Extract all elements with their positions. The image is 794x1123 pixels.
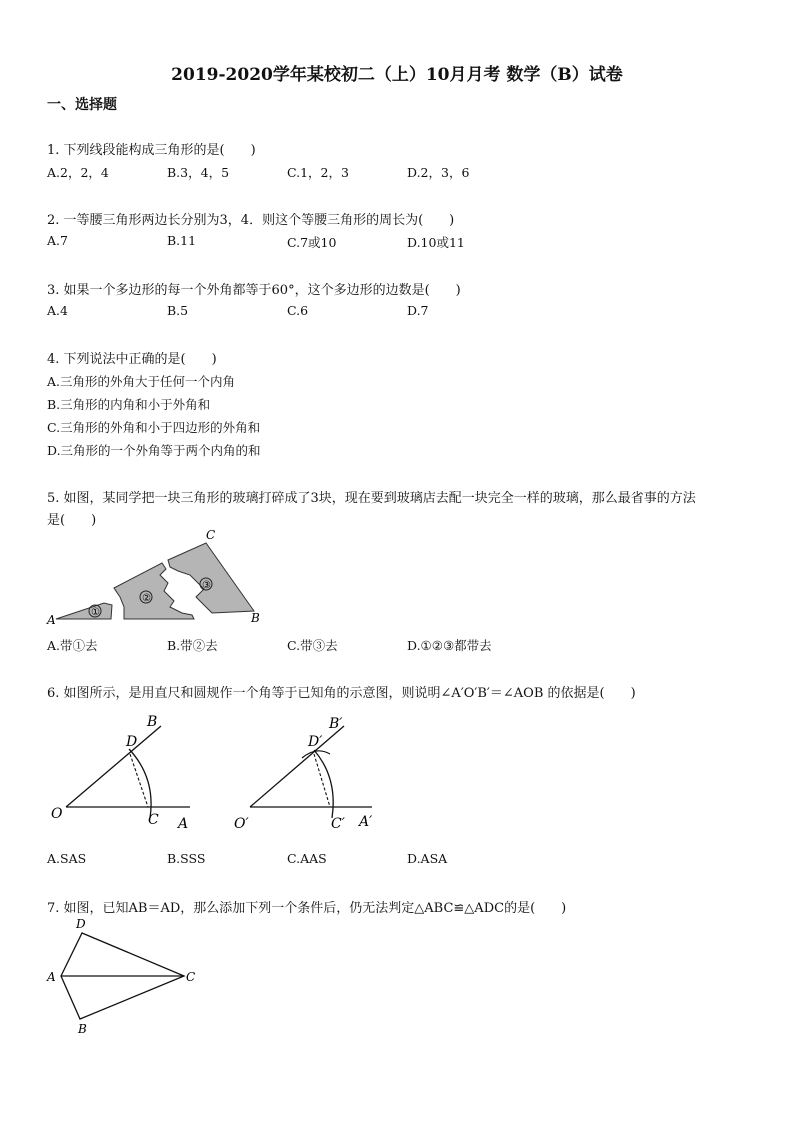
glass-piece-1 [56, 603, 112, 619]
left-label-b: B [147, 714, 158, 730]
left-label-o: O [51, 806, 63, 822]
q2-option-b: B.11 [167, 233, 197, 248]
q6-option-c: C.AAS [287, 851, 327, 866]
piece-3-label: ③ [202, 580, 211, 591]
q1-option-a: A.2，2，4 [47, 165, 109, 180]
q6-option-b: B.SSS [167, 851, 206, 866]
q3-option-c: C.6 [287, 303, 309, 318]
q4-option-a: A.三角形的外角大于任何一个内角 [47, 374, 236, 389]
left-label-a: A [178, 816, 189, 832]
question-7-stem: 7. 如图，已知AB＝AD，那么添加下列一个条件后，仍无法判定△ABC≌△ADC的是( ) [47, 901, 567, 916]
q3-option-a: A.4 [47, 303, 68, 318]
right-label-b: B′ [329, 716, 343, 732]
q6-option-d: D.ASA [407, 851, 448, 866]
page-title: 2019-2020学年某校初二（上）10月月考 数学（B）试卷 [171, 65, 623, 85]
question-1-stem: 1. 下列线段能构成三角形的是( ) [47, 143, 256, 158]
q6-angle-construction-figure [44, 708, 384, 838]
vertex-d-label: D [76, 917, 86, 931]
left-label-c: C [148, 812, 159, 828]
glass-piece-3 [168, 543, 254, 613]
question-3-stem: 3. 如果一个多边形的每一个外角都等于60°，这个多边形的边数是( ) [47, 283, 461, 298]
left-label-d: D [126, 734, 138, 750]
q4-option-d: D.三角形的一个外角等于两个内角的和 [47, 443, 261, 458]
question-2-stem: 2. 一等腰三角形两边长分别为3，4．则这个等腰三角形的周长为( ) [47, 213, 455, 228]
vertex-a-label: A [47, 613, 56, 627]
q5-option-a: A.带①去 [47, 638, 98, 653]
q5-option-c: C.带③去 [287, 638, 338, 653]
piece-2-label: ② [142, 593, 151, 604]
q5-option-b: B.带②去 [167, 638, 218, 653]
q6-option-a: A.SAS [47, 851, 87, 866]
q2-option-d: D.10或11 [407, 235, 465, 250]
q5-broken-glass-figure [44, 525, 274, 630]
piece-1-label: ① [91, 607, 100, 618]
q4-option-b: B.三角形的内角和小于外角和 [47, 397, 211, 412]
right-label-c: C′ [331, 816, 345, 832]
vertex-b-label: B [251, 611, 260, 625]
q4-option-c: C.三角形的外角和小于四边形的外角和 [47, 420, 261, 435]
q2-option-a: A.7 [47, 233, 68, 248]
q1-option-b: B.3，4，5 [167, 165, 230, 180]
section-heading: 一、选择题 [47, 97, 117, 113]
q1-option-c: C.1，2，3 [287, 165, 349, 180]
vertex-c-label: C [206, 528, 216, 542]
q3-option-d: D.7 [407, 303, 429, 318]
right-label-a: A′ [359, 814, 373, 830]
question-6-stem: 6. 如图所示，是用直尺和圆规作一个角等于已知角的示意图，则说明∠A′O′B′＝∠AOB 的依据是( ) [47, 686, 636, 701]
q1-option-d: D.2，3，6 [407, 165, 470, 180]
question-5-stem-line1: 5. 如图，某同学把一块三角形的玻璃打碎成了3块，现在要到玻璃店去配一块完全一样的玻璃，那么最省事的方法 [47, 491, 696, 506]
right-label-o: O′ [234, 816, 249, 832]
right-label-d: D′ [308, 734, 323, 750]
q3-option-b: B.5 [167, 303, 189, 318]
vertex-a-label: A [47, 970, 56, 984]
vertex-c-label: C [186, 970, 196, 984]
question-5-stem-line2: 是( ) [47, 513, 97, 528]
q7-quadrilateral-figure [44, 912, 214, 1040]
q2-option-c: C.7或10 [287, 235, 337, 250]
q5-option-d: D.①②③都带去 [407, 638, 492, 653]
vertex-b-label: B [78, 1022, 87, 1036]
question-4-stem: 4. 下列说法中正确的是( ) [47, 352, 217, 367]
